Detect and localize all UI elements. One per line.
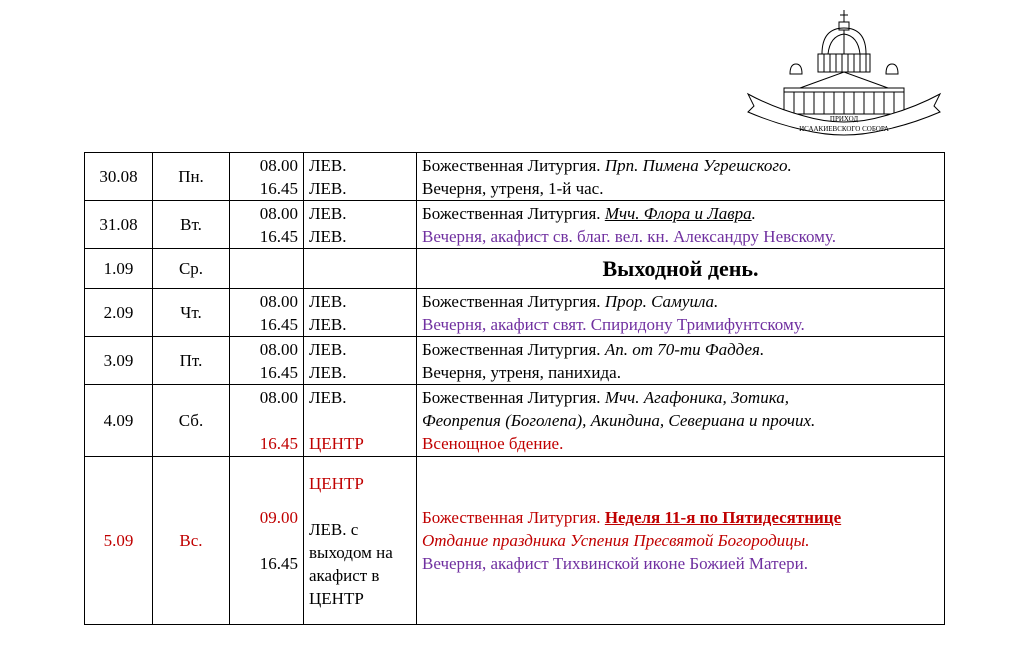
times-cell: 08.00 16.45 bbox=[230, 153, 304, 201]
table-row bbox=[85, 289, 945, 337]
service-cell: Божественная Литургия. Прп. Пимена Угрешского. Вечерня, утреня, 1-й час. bbox=[417, 153, 945, 201]
date-cell: 31.08 bbox=[85, 201, 153, 249]
weekday-cell: Вт. bbox=[153, 201, 230, 249]
times-cell: 09.00 16.45 bbox=[230, 457, 304, 625]
place-cell bbox=[304, 249, 417, 289]
weekday-cell: Чт. bbox=[153, 289, 230, 337]
table-row bbox=[85, 153, 945, 201]
date-cell: 5.09 bbox=[85, 457, 153, 625]
weekday-cell: Ср. bbox=[153, 249, 230, 289]
table-row bbox=[85, 337, 945, 385]
service-cell: Божественная Литургия. Ап. от 70-ти Фаддея. Вечерня, утреня, панихида. bbox=[417, 337, 945, 385]
service-cell: Божественная Литургия. Прор. Самуила. Вечерня, акафист свят. Спиридону Тримифунтскому. bbox=[417, 289, 945, 337]
table-row bbox=[85, 249, 945, 289]
date-cell: 2.09 bbox=[85, 289, 153, 337]
logo-caption-line2: ИСААКИЕВСКОГО СОБОРА bbox=[799, 125, 889, 133]
date-cell: 30.08 bbox=[85, 153, 153, 201]
table-row bbox=[85, 457, 945, 625]
times-cell: 08.00 16.45 bbox=[230, 289, 304, 337]
service-cell: Божественная Литургия. Неделя 11-я по Пятидесятнице Отдание праздника Успения Пресвятой Богородицы. Вечерня, акафист Тихвинской иконе Божией Матери. bbox=[417, 457, 945, 625]
times-cell: 08.00 16.45 bbox=[230, 337, 304, 385]
logo-caption-line1: ПРИХОД bbox=[829, 115, 859, 123]
times-cell: 08.00 16.45 bbox=[230, 201, 304, 249]
weekday-cell: Сб. bbox=[153, 385, 230, 457]
place-cell: ЦЕНТР ЛЕВ. с выходом на акафист в ЦЕНТР bbox=[304, 457, 417, 625]
service-cell: Божественная Литургия. Мчч. Флора и Лавра. Вечерня, акафист св. благ. вел. кн. Александру Невскому. bbox=[417, 201, 945, 249]
place-cell: ЛЕВ. ЛЕВ. bbox=[304, 337, 417, 385]
service-cell: Божественная Литургия. Мчч. Агафоника, Зотика, Феопрепия (Боголепа), Акиндина, Севериана и прочих. Всенощное бдение. bbox=[417, 385, 945, 457]
weekday-cell: Вс. bbox=[153, 457, 230, 625]
place-cell: ЛЕВ. ЛЕВ. bbox=[304, 201, 417, 249]
date-cell: 1.09 bbox=[85, 249, 153, 289]
place-cell: ЛЕВ. ЦЕНТР bbox=[304, 385, 417, 457]
schedule-table bbox=[84, 152, 945, 625]
times-cell bbox=[230, 249, 304, 289]
date-cell: 4.09 bbox=[85, 385, 153, 457]
place-cell: ЛЕВ. ЛЕВ. bbox=[304, 289, 417, 337]
date-cell: 3.09 bbox=[85, 337, 153, 385]
weekday-cell: Пт. bbox=[153, 337, 230, 385]
cathedral-logo bbox=[744, 8, 944, 138]
table-row bbox=[85, 201, 945, 249]
place-cell: ЛЕВ. ЛЕВ. bbox=[304, 153, 417, 201]
day-off-label: Выходной день. bbox=[417, 249, 945, 289]
table-row bbox=[85, 385, 945, 457]
weekday-cell: Пн. bbox=[153, 153, 230, 201]
times-cell: 08.00 16.45 bbox=[230, 385, 304, 457]
